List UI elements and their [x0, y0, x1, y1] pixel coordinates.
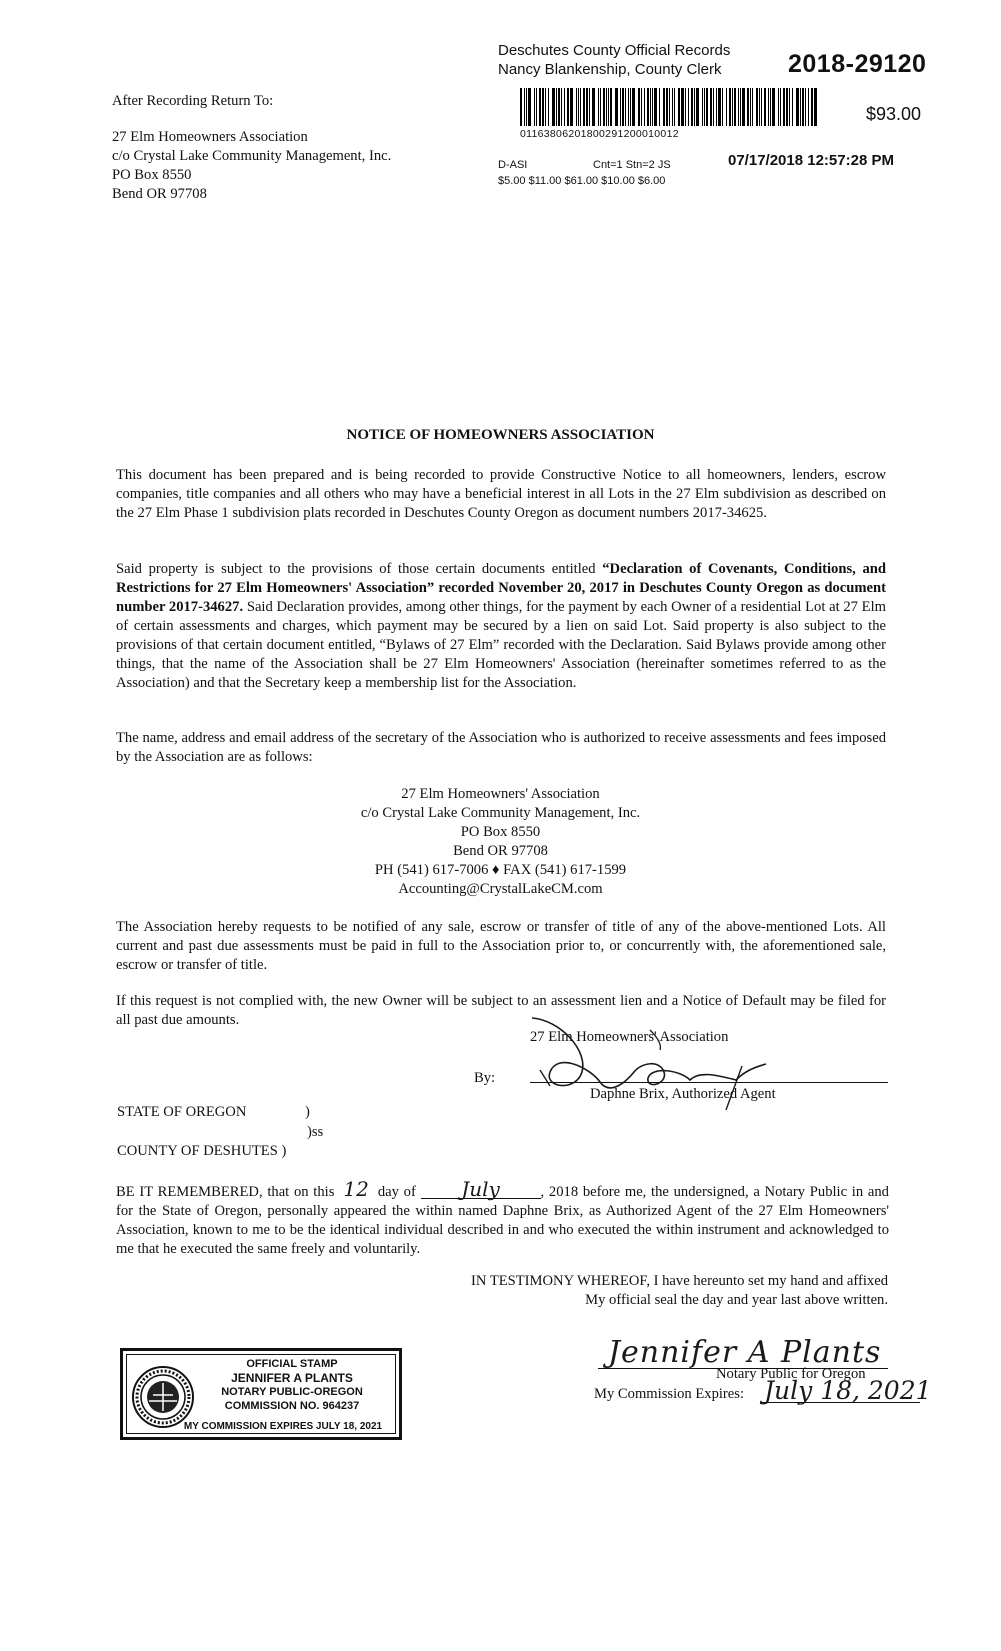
barcode-bar [589, 88, 590, 126]
barcode-bar [796, 88, 799, 126]
recording-counts: Cnt=1 Stn=2 JS [593, 159, 671, 171]
notice-paragraph-4: The Association hereby requests to be notified of any sale, escrow or transfer of title of any of the above-mentioned Lots. All current and past due assessments must be paid in full to the Association prior to, or concurrently with, the aforementioned sale, escrow or transfer of title. [116, 919, 886, 973]
barcode-bar [558, 88, 560, 126]
ack-text-1: BE IT REMEMBERED, that on this [116, 1184, 335, 1200]
barcode-bar [729, 88, 731, 126]
barcode-bar [628, 88, 629, 126]
return-to-line: Bend OR 97708 [112, 186, 207, 202]
stamp-expiration: MY COMMISSION EXPIRES JULY 18, 2021 [183, 1421, 383, 1432]
barcode-bar [792, 88, 793, 126]
ack-text-2: day of [377, 1184, 416, 1200]
return-to-line: 27 Elm Homeowners Association [112, 129, 308, 145]
barcode-bar [704, 88, 705, 126]
barcode-bar [716, 88, 717, 126]
secretary-phone-fax: PH (541) 617-7006 ♦ FAX (541) 617-1599 [374, 862, 627, 878]
barcode-bar [663, 88, 665, 126]
document-number: 2018-29120 [788, 50, 927, 78]
barcode-bar [811, 88, 813, 126]
secretary-line: PO Box 8550 [460, 824, 541, 840]
by-label: By: [474, 1070, 496, 1086]
barcode-bar [654, 88, 657, 126]
barcode-bar [764, 88, 766, 126]
barcode-bar [659, 88, 660, 126]
notice-paragraph-3: The name, address and email address of the secretary of the Association who is authorized to receive assessments and fees imposed by the Association are as follows: [116, 730, 886, 765]
recording-timestamp: 07/17/2018 12:57:28 PM [728, 152, 894, 169]
barcode-bar [586, 88, 588, 126]
notice-paragraph-2 [116, 560, 886, 693]
barcode-bar [685, 88, 686, 126]
barcode-bar [666, 88, 668, 126]
testimony-line1: IN TESTIMONY WHEREOF, I have hereunto set my hand and affixed [471, 1273, 888, 1289]
secretary-email: Accounting@CrystalLakeCM.com [398, 881, 603, 897]
barcode-bar [696, 88, 699, 126]
barcode-bar [805, 88, 806, 126]
return-to-heading: After Recording Return To: [112, 93, 274, 109]
barcode-bar [738, 88, 739, 126]
fee-total: $93.00 [866, 104, 922, 124]
barcode-bar [647, 88, 649, 126]
barcode-bar [702, 88, 703, 126]
signer-name: Daphne Brix, Authorized Agent [590, 1086, 776, 1102]
recording-codes: D-ASI [498, 159, 528, 171]
barcode-bar [681, 88, 684, 126]
barcode-bar [620, 88, 621, 126]
county-clerk-line2: Nancy Blankenship, County Clerk [498, 61, 722, 78]
barcode-bar [726, 88, 727, 126]
barcode-bar [694, 88, 695, 126]
barcode-bar [592, 88, 595, 126]
notice-title: NOTICE OF HOMEOWNERS ASSOCIATION [346, 427, 655, 443]
barcode-bar [561, 88, 562, 126]
barcode-bar [539, 88, 541, 126]
barcode-bar [710, 88, 712, 126]
barcode-bar [747, 88, 749, 126]
barcode-bar [542, 88, 544, 126]
venue-ss: )ss [307, 1124, 324, 1140]
notary-title: Notary Public for Oregon [716, 1366, 866, 1382]
barcode-bar [808, 88, 809, 126]
barcode-bar [622, 88, 624, 126]
barcode-bar [570, 88, 573, 126]
barcode-bar [580, 88, 581, 126]
notice-paragraph-5: If this request is not complied with, the new Owner will be subject to an assessment lien and a Notice of Default may be filed for all past due amounts. [116, 993, 886, 1028]
stamp-commission-no: COMMISSION NO. 964237 [224, 1400, 360, 1412]
barcode-bar [786, 88, 788, 126]
barcode-bar [650, 88, 651, 126]
barcode-bar [761, 88, 762, 126]
barcode-bar [669, 88, 670, 126]
barcode-bar [552, 88, 555, 126]
barcode-bar [598, 88, 599, 126]
barcode-bar [567, 88, 569, 126]
barcode-bar [528, 88, 531, 126]
secretary-address [0, 785, 1001, 899]
secretary-line: c/o Crystal Lake Community Management, Inc. [360, 805, 641, 821]
barcode-bar [756, 88, 758, 126]
return-to-line: PO Box 8550 [112, 167, 192, 183]
testimony-line2: My official seal the day and year last above written. [585, 1292, 888, 1308]
recording-header [498, 42, 938, 192]
barcode-bar [610, 88, 612, 126]
barcode-bar [583, 88, 585, 126]
barcode-bar [768, 88, 769, 126]
return-to-line: c/o Crystal Lake Community Management, Inc. [112, 148, 392, 164]
barcode-bar [674, 88, 675, 126]
barcode-bar [625, 88, 626, 126]
barcode-bar [520, 88, 522, 126]
barcode-bar [759, 88, 760, 126]
barcode-bar [638, 88, 640, 126]
barcode-bar [564, 88, 565, 126]
barcode [520, 88, 825, 126]
barcode-bar [688, 88, 689, 126]
barcode-bar [778, 88, 779, 126]
barcode-bar [534, 88, 535, 126]
barcode-bar [644, 88, 645, 126]
barcode-bar [672, 88, 673, 126]
venue-state: STATE OF OREGON [117, 1104, 247, 1120]
barcode-bar [615, 88, 618, 126]
barcode-bar [713, 88, 714, 126]
barcode-bar [780, 88, 781, 126]
venue-county: COUNTY OF DESHUTES ) [117, 1143, 287, 1159]
barcode-bar [772, 88, 775, 126]
barcode-bar [814, 88, 817, 126]
barcode-bar [632, 88, 635, 126]
ack-day-handwritten: 12 [343, 1177, 369, 1201]
commission-expires-line [760, 1402, 920, 1403]
barcode-bar [802, 88, 804, 126]
barcode-bar [789, 88, 790, 126]
stamp-notary-name: JENNIFER A PLANTS [231, 1371, 353, 1385]
secretary-line: Bend OR 97708 [453, 843, 548, 859]
commission-expires-handwritten: July 18, 2021 [764, 1376, 932, 1405]
barcode-bar [732, 88, 733, 126]
notary-official-stamp [120, 1348, 402, 1440]
county-office-line1: Deschutes County Official Records [498, 42, 731, 59]
barcode-bar [630, 88, 631, 126]
barcode-bar [691, 88, 693, 126]
barcode-bar [750, 88, 751, 126]
para2-text: Said property is subject to the provisions of those certain documents entitled [116, 561, 603, 577]
barcode-bar [641, 88, 642, 126]
barcode-bar [734, 88, 736, 126]
barcode-digits: 01163806201800291200010012 [520, 128, 679, 140]
ack-text-3: , 2018 before me, the undersigned, a Notary Public in and for the State of Oregon, personally appeared the within named Daphne Brix, as Authorized Agent of the 27 Elm Homeowners' Association, known to me to be the identical individual described in and who executed the within instrument and acknowledged to me that he executed the same freely and voluntarily. [116, 1184, 889, 1257]
fees-breakdown: $5.00 $11.00 $61.00 $10.00 $6.00 [498, 175, 666, 187]
barcode-bar [722, 88, 723, 126]
venue-state-paren: ) [305, 1104, 310, 1120]
barcode-bar [545, 88, 546, 126]
barcode-bar [608, 88, 609, 126]
barcode-bar [556, 88, 557, 126]
barcode-bar [740, 88, 741, 126]
return-to-block [112, 92, 391, 204]
barcode-bar [526, 88, 527, 126]
barcode-bar [770, 88, 771, 126]
stamp-line-3: NOTARY PUBLIC-OREGON [221, 1386, 363, 1398]
barcode-bar [742, 88, 745, 126]
barcode-bar [800, 88, 801, 126]
barcode-bar [600, 88, 601, 126]
barcode-bar [576, 88, 577, 126]
notice-paragraph-1: This document has been prepared and is being recorded to provide Constructive Notice to all homeowners, lenders, escrow companies, title companies and all others who may have a beneficial interest in all Lots in the 27 Elm subdivision as described on the 27 Elm Phase 1 subdivision plats recorded in Deschutes County Oregon as document numbers 2017-34625. [116, 467, 886, 521]
barcode-bar [536, 88, 537, 126]
barcode-bar [678, 88, 680, 126]
barcode-bar [706, 88, 708, 126]
commission-expires-label: My Commission Expires: [594, 1386, 744, 1402]
barcode-bar [524, 88, 525, 126]
barcode-bar [578, 88, 579, 126]
secretary-line: 27 Elm Homeowners' Association [401, 786, 600, 802]
ack-month-handwritten: July [421, 1181, 541, 1199]
declaration-reference: “Declaration of Covenants, Conditions, and Restrictions for 27 Elm Homeowners' Association” recorded November 20, 2017 in Deschutes County Oregon as document number 2017-34627. [116, 561, 886, 615]
barcode-bar [783, 88, 785, 126]
acknowledgment-paragraph [116, 1177, 889, 1259]
state-seal-icon [131, 1365, 195, 1429]
barcode-bar [606, 88, 607, 126]
barcode-bar [652, 88, 653, 126]
barcode-bar [752, 88, 753, 126]
barcode-bar [548, 88, 549, 126]
barcode-bar [718, 88, 721, 126]
notary-signature: Jennifer A Plants [608, 1335, 882, 1370]
para2-text-cont: Said Declaration provides, among other things, for the payment by each Owner of a residential Lot at 27 Elm of certain assessments and charges, which payment may be secured by a lien on said Lot. Said property is also subject to the provisions of that certain document entitled, “Bylaws of 27 Elm” recorded with the Declaration. Said Bylaws provide among other things, that the name of the Association shall be 27 Elm Homeowners' Association (hereinafter sometimes referred to as the Association) and that the Secretary keep a membership list for the Association. [116, 599, 886, 691]
signature-entity: 27 Elm Homeowners' Association [530, 1029, 729, 1045]
stamp-line-1: OFFICIAL STAMP [246, 1358, 338, 1370]
barcode-bar [603, 88, 605, 126]
